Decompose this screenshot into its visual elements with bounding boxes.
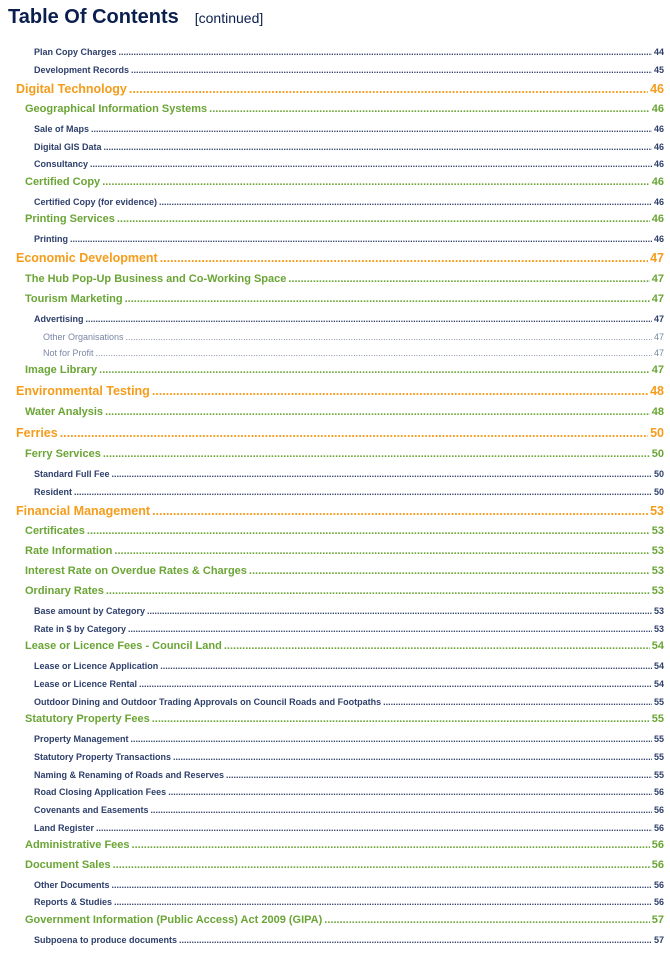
toc-page-number: 55 bbox=[653, 733, 664, 744]
toc-entry-title: Not for Profit bbox=[43, 347, 94, 358]
toc-page-number: 48 bbox=[650, 383, 664, 398]
dot-leader bbox=[91, 124, 652, 135]
toc-entry-title: Lease or Licence Application bbox=[34, 660, 159, 671]
toc-page-number: 47 bbox=[653, 347, 664, 358]
toc-entry-title: Reports & Studies bbox=[34, 896, 113, 907]
toc-item[interactable] bbox=[0, 823, 664, 834]
toc-entry-title: Land Register bbox=[34, 822, 95, 833]
toc-page-number: 53 bbox=[651, 545, 664, 558]
toc-page-number: 53 bbox=[651, 565, 664, 578]
toc-page-number: 55 bbox=[653, 696, 664, 707]
dot-leader bbox=[74, 487, 652, 498]
dot-leader bbox=[60, 426, 648, 441]
toc-item[interactable] bbox=[0, 770, 664, 781]
toc-item[interactable] bbox=[0, 197, 664, 208]
toc-page-number: 47 bbox=[653, 331, 664, 342]
toc-subsection[interactable] bbox=[0, 448, 664, 461]
dot-leader bbox=[103, 448, 650, 461]
dot-leader bbox=[209, 103, 650, 116]
toc-item[interactable] bbox=[0, 624, 664, 635]
toc-subsection[interactable] bbox=[0, 176, 664, 189]
toc-entry-title: Certificates bbox=[25, 525, 85, 538]
dot-leader bbox=[173, 752, 652, 763]
toc-page-number: 56 bbox=[653, 879, 664, 890]
toc-page-number: 55 bbox=[653, 769, 664, 780]
dot-leader bbox=[226, 770, 652, 781]
toc-entry-title: Ferry Services bbox=[25, 448, 101, 461]
toc-subsection[interactable] bbox=[0, 293, 664, 306]
dot-leader bbox=[288, 273, 649, 286]
page-title: Table Of Contents bbox=[8, 6, 179, 28]
dot-leader bbox=[114, 545, 649, 558]
dot-leader bbox=[152, 504, 648, 519]
dot-leader bbox=[86, 314, 652, 325]
dot-leader bbox=[126, 332, 652, 343]
dot-leader bbox=[159, 197, 652, 208]
dot-leader bbox=[105, 406, 650, 419]
dot-leader bbox=[147, 606, 652, 617]
toc-item[interactable] bbox=[0, 805, 664, 816]
toc-section[interactable] bbox=[0, 504, 664, 519]
toc-page-number: 53 bbox=[650, 503, 664, 518]
toc-page-number: 47 bbox=[651, 293, 664, 306]
dot-leader bbox=[117, 213, 650, 226]
dot-leader bbox=[90, 159, 652, 170]
toc-page-number: 53 bbox=[651, 585, 664, 598]
toc-entry-title: Water Analysis bbox=[25, 406, 104, 419]
toc-item[interactable] bbox=[0, 787, 664, 798]
dot-leader bbox=[168, 787, 652, 798]
toc-entry-title: Road Closing Application Fees bbox=[34, 786, 167, 797]
toc-entry-title: Certified Copy bbox=[25, 176, 101, 189]
toc-entry-title: Image Library bbox=[25, 364, 98, 377]
dot-leader bbox=[152, 713, 650, 726]
toc-page-number: 47 bbox=[651, 364, 664, 377]
toc-entry-title: Standard Full Fee bbox=[34, 468, 110, 479]
toc-page-number: 55 bbox=[653, 751, 664, 762]
toc-page-number: 54 bbox=[651, 640, 664, 653]
toc-page-number: 56 bbox=[651, 839, 664, 852]
toc-page-number: 47 bbox=[653, 313, 664, 324]
toc-subsection[interactable] bbox=[0, 364, 664, 377]
toc-page-number: 56 bbox=[653, 786, 664, 797]
toc-subsection[interactable] bbox=[0, 585, 664, 598]
dot-leader bbox=[96, 348, 652, 359]
toc-page-number: 53 bbox=[653, 605, 664, 616]
toc-entry-title: Printing bbox=[34, 233, 68, 244]
toc-page-number: 46 bbox=[650, 81, 664, 96]
toc-subsection[interactable] bbox=[0, 525, 664, 538]
toc-page-number: 50 bbox=[650, 425, 664, 440]
toc-page-number: 46 bbox=[653, 158, 664, 169]
toc-page-number: 50 bbox=[651, 448, 664, 461]
toc-subsection[interactable] bbox=[0, 406, 664, 419]
dot-leader bbox=[383, 697, 652, 708]
toc-page-number: 50 bbox=[653, 468, 664, 479]
toc-entry-title: Advertising bbox=[34, 313, 84, 324]
toc-entry-title: Rate Information bbox=[25, 545, 113, 558]
toc-item[interactable] bbox=[0, 487, 664, 498]
toc-item[interactable] bbox=[0, 752, 664, 763]
toc-subsection[interactable] bbox=[0, 103, 664, 116]
toc-item[interactable] bbox=[0, 124, 664, 135]
toc-entry-title: Certified Copy (for evidence) bbox=[34, 196, 158, 207]
toc-page-number: 44 bbox=[653, 46, 664, 57]
toc-entry-title: Lease or Licence Fees - Council Land bbox=[25, 640, 222, 653]
toc-entry-title: Tourism Marketing bbox=[25, 293, 123, 306]
toc-entry-title: Outdoor Dining and Outdoor Trading Approvals on Council Roads and Footpaths bbox=[34, 696, 382, 707]
dot-leader bbox=[151, 805, 652, 816]
toc-entry-title: Property Management bbox=[34, 733, 129, 744]
toc-entry-title: Subpoena to produce documents bbox=[34, 934, 178, 945]
toc-page-number: 45 bbox=[653, 64, 664, 75]
toc-page-number: 56 bbox=[651, 859, 664, 872]
dot-leader bbox=[224, 640, 650, 653]
toc-subsection[interactable] bbox=[0, 859, 664, 872]
toc-page-number: 54 bbox=[653, 660, 664, 671]
toc-entry-title: Rate in $ by Category bbox=[34, 623, 127, 634]
toc-page-number: 55 bbox=[651, 713, 664, 726]
toc-section[interactable] bbox=[0, 384, 664, 399]
toc-entry-title: Sale of Maps bbox=[34, 123, 90, 134]
toc-subitem[interactable] bbox=[0, 348, 664, 359]
toc-item[interactable] bbox=[0, 661, 664, 672]
toc-entry-title: Lease or Licence Rental bbox=[34, 678, 138, 689]
toc-entry-title: Statutory Property Fees bbox=[25, 713, 150, 726]
toc-page-number: 47 bbox=[650, 250, 664, 265]
toc-page-number: 46 bbox=[653, 123, 664, 134]
dot-leader bbox=[131, 734, 652, 745]
dot-leader bbox=[106, 585, 650, 598]
dot-leader bbox=[125, 293, 650, 306]
toc-subsection[interactable] bbox=[0, 565, 664, 578]
dot-leader bbox=[131, 65, 652, 76]
toc-page-number: 57 bbox=[653, 934, 664, 945]
toc-entry-title: Financial Management bbox=[16, 503, 151, 518]
toc-item[interactable] bbox=[0, 159, 664, 170]
dot-leader bbox=[160, 251, 648, 266]
toc-subitem[interactable] bbox=[0, 332, 664, 343]
dot-leader bbox=[70, 234, 652, 245]
toc-entry-title: Geographical Information Systems bbox=[25, 103, 208, 116]
toc-entry-title: Document Sales bbox=[25, 859, 111, 872]
toc-item[interactable] bbox=[0, 679, 664, 690]
toc-item[interactable] bbox=[0, 935, 664, 946]
toc-subsection[interactable] bbox=[0, 640, 664, 653]
dot-leader bbox=[152, 384, 648, 399]
toc-entry-title: Base amount by Category bbox=[34, 605, 146, 616]
dot-leader bbox=[113, 859, 650, 872]
dot-leader bbox=[139, 679, 652, 690]
toc-subsection[interactable] bbox=[0, 545, 664, 558]
toc-entry-title: Interest Rate on Overdue Rates & Charges bbox=[25, 565, 247, 578]
toc-item[interactable] bbox=[0, 314, 664, 325]
toc-entry-title: Digital Technology bbox=[16, 81, 127, 96]
dot-leader bbox=[112, 880, 652, 891]
toc-page-number: 46 bbox=[653, 141, 664, 152]
dot-leader bbox=[114, 897, 652, 908]
toc-page-number: 48 bbox=[651, 406, 664, 419]
dot-leader bbox=[99, 364, 650, 377]
toc-page-number: 53 bbox=[653, 623, 664, 634]
dot-leader bbox=[179, 935, 652, 946]
toc-subsection[interactable] bbox=[0, 713, 664, 726]
toc-page-number: 46 bbox=[651, 176, 664, 189]
toc-entry-title: Economic Development bbox=[16, 250, 158, 265]
dot-leader bbox=[102, 176, 650, 189]
dot-leader bbox=[160, 661, 652, 672]
dot-leader bbox=[324, 914, 649, 927]
toc-subsection[interactable] bbox=[0, 213, 664, 226]
toc-item[interactable] bbox=[0, 142, 664, 153]
toc-entry-title: Naming & Renaming of Roads and Reserves bbox=[34, 769, 225, 780]
toc-page-number: 53 bbox=[651, 525, 664, 538]
toc-item[interactable] bbox=[0, 47, 664, 58]
toc-entry-title: Other Documents bbox=[34, 879, 110, 890]
toc-entry-title: Environmental Testing bbox=[16, 383, 150, 398]
toc-entry-title: Other Organisations bbox=[43, 331, 124, 342]
toc-section[interactable] bbox=[0, 426, 664, 441]
toc-section[interactable] bbox=[0, 82, 664, 97]
toc-entry-title: Ferries bbox=[16, 425, 58, 440]
toc-section[interactable] bbox=[0, 251, 664, 266]
toc-page-number: 46 bbox=[651, 103, 664, 116]
toc-item[interactable] bbox=[0, 469, 664, 480]
toc-page-number: 56 bbox=[653, 896, 664, 907]
toc-page-number: 57 bbox=[651, 914, 664, 927]
toc-page-number: 50 bbox=[653, 486, 664, 497]
toc-entry-title: Development Records bbox=[34, 64, 130, 75]
toc-subsection[interactable] bbox=[0, 273, 664, 286]
toc-page-number: 56 bbox=[653, 804, 664, 815]
toc-item[interactable] bbox=[0, 697, 664, 708]
dot-leader bbox=[129, 82, 648, 97]
toc-entry-title: Printing Services bbox=[25, 213, 115, 226]
toc-entry-title: Consultancy bbox=[34, 158, 89, 169]
dot-leader bbox=[119, 47, 652, 58]
toc-subsection[interactable] bbox=[0, 914, 664, 927]
dot-leader bbox=[128, 624, 652, 635]
dot-leader bbox=[96, 823, 652, 834]
toc-page-number: 47 bbox=[651, 273, 664, 286]
toc-entry-title: Resident bbox=[34, 486, 73, 497]
toc-item[interactable] bbox=[0, 234, 664, 245]
toc-entry-title: Government Information (Public Access) Act 2009 (GIPA) bbox=[25, 914, 323, 927]
continued-label: [continued] bbox=[194, 10, 264, 26]
toc-entry-title: Statutory Property Transactions bbox=[34, 751, 172, 762]
toc-subsection[interactable] bbox=[0, 839, 664, 852]
toc-item[interactable] bbox=[0, 734, 664, 745]
toc-item[interactable] bbox=[0, 897, 664, 908]
toc-item[interactable] bbox=[0, 606, 664, 617]
toc-page-number: 46 bbox=[653, 233, 664, 244]
dot-leader bbox=[132, 839, 650, 852]
dot-leader bbox=[87, 525, 650, 538]
dot-leader bbox=[112, 469, 652, 480]
dot-leader bbox=[249, 565, 650, 578]
toc-entry-title: Plan Copy Charges bbox=[34, 46, 117, 57]
toc-item[interactable] bbox=[0, 880, 664, 891]
toc-item[interactable] bbox=[0, 65, 664, 76]
toc-entry-title: Ordinary Rates bbox=[25, 585, 104, 598]
toc-entry-title: Covenants and Easements bbox=[34, 804, 149, 815]
toc-page-number: 56 bbox=[653, 822, 664, 833]
dot-leader bbox=[104, 142, 652, 153]
page-header bbox=[8, 6, 263, 29]
toc-page-number: 46 bbox=[651, 213, 664, 226]
toc-entry-title: The Hub Pop-Up Business and Co-Working Space bbox=[25, 273, 287, 286]
toc-entry-title: Administrative Fees bbox=[25, 839, 130, 852]
toc-entry-title: Digital GIS Data bbox=[34, 141, 102, 152]
toc-page-number: 54 bbox=[653, 678, 664, 689]
toc-page-number: 46 bbox=[653, 196, 664, 207]
